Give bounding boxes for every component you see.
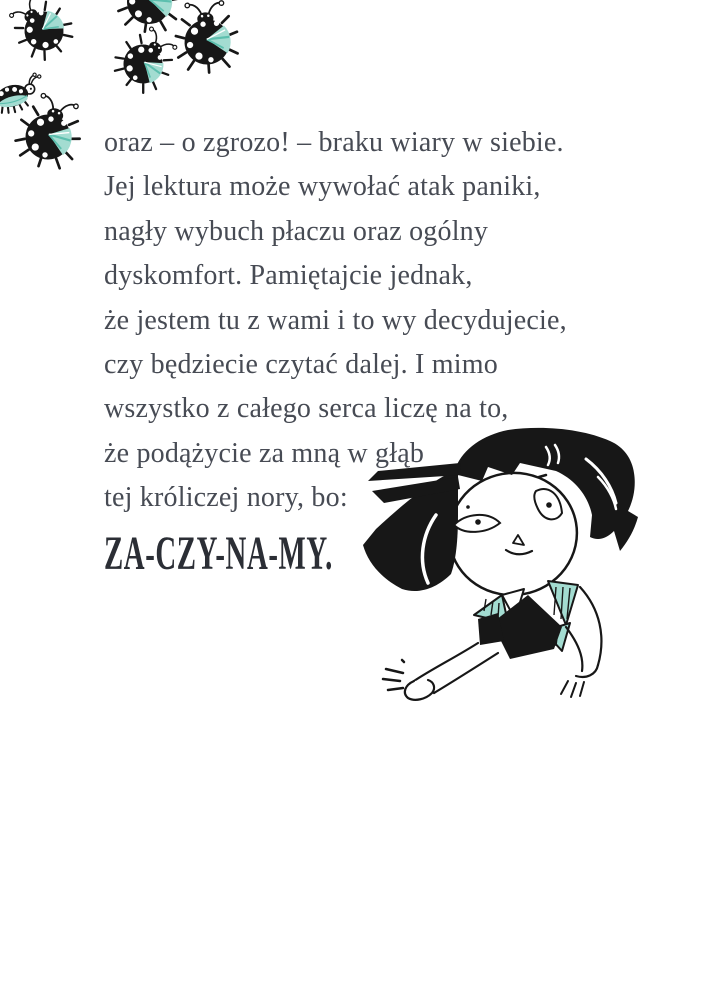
text-line: oraz – o zgrozo! – braku wiary w siebie.: [104, 127, 564, 158]
ladybug-icon: [1, 0, 81, 68]
ladybug-icon: [0, 72, 48, 116]
girl-illustration: [358, 419, 650, 705]
text-line: wszystko z całego serca liczę na to,: [104, 393, 509, 425]
text-line: Jej lektura może wywołać atak paniki,: [104, 171, 541, 203]
text-line: czy będziecie czytać dalej. I mimo: [104, 349, 498, 381]
text-line: dyskomfort. Pamiętajcie jednak,: [104, 260, 473, 292]
text-line: że podążycie za mną w głąb: [104, 437, 425, 469]
text-line: że jestem tu z wami i to wy decydujecie,: [104, 304, 567, 336]
ladybug-icon: [174, 0, 240, 75]
chapter-heading: ZA-CZY-NA-MY.: [104, 527, 333, 580]
text-line: nagły wybuch płaczu oraz ogólny: [104, 215, 489, 247]
motion-lines: [383, 660, 404, 690]
text-line: tej króliczej nory, bo:: [104, 482, 348, 514]
